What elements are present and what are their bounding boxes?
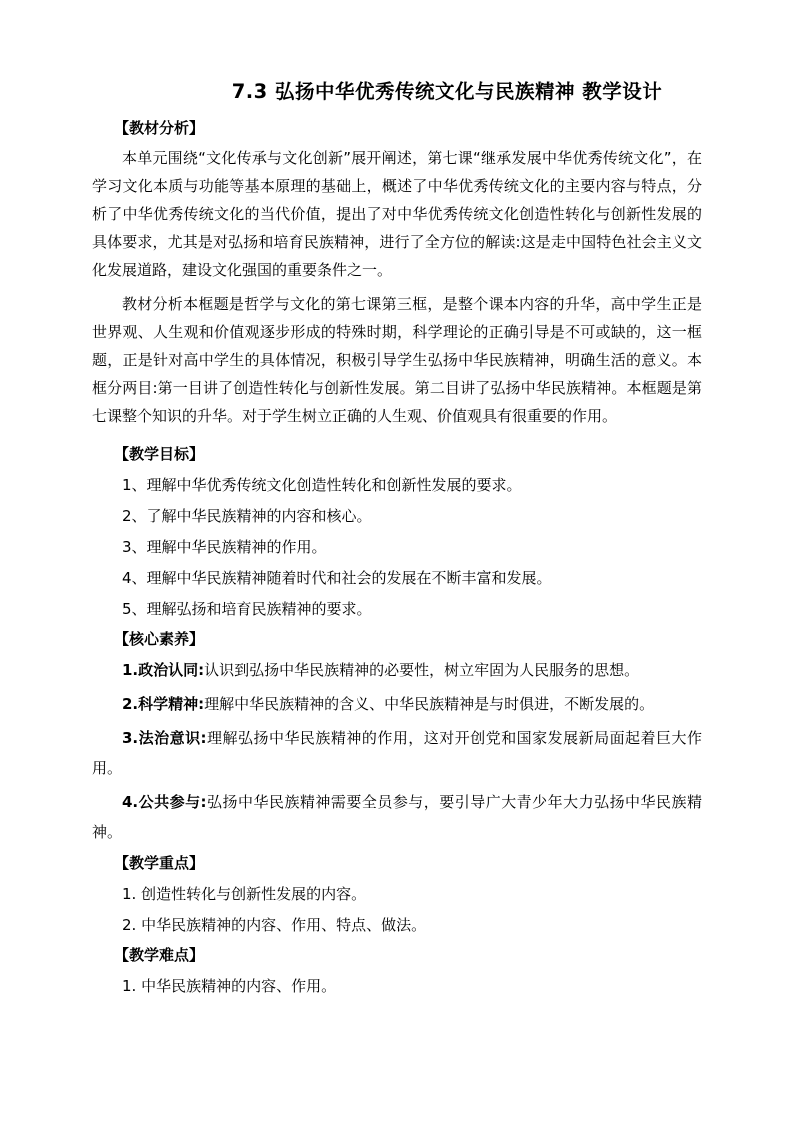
page-title: 7.3 弘扬中华优秀传统文化与民族精神 教学设计 [231,80,663,103]
difficulties-list [92,971,702,1002]
list-item: 4、理解中华民族精神随着时代和社会的发展在不断丰富和发展。 [122,569,552,587]
literacy-item [92,655,702,685]
literacy-label: 1.政治认同: [122,661,205,679]
list-item: 2、了解中华民族精神的内容和核心。 [122,507,372,525]
literacy-label: 4.公共参与: [122,793,207,811]
literacy-label: 3.法治意识: [122,729,207,747]
section-heading-goals: 【教学目标】 [114,445,205,463]
literacy-text: 理解弘扬中华民族精神的作用，这对开创党和国家发展新局面起着巨大作用。 [92,729,702,777]
key-points-list [92,879,702,941]
literacy-item [92,689,702,719]
analysis-paragraph-2: 教材分析本框题是哲学与文化的第七课第三框，是整个课本内容的升华，高中学生正是世界观、人生观和价值观逐步形成的特殊时期，科学理论的正确引导是不可或缺的，这一框题，正是针对高中学生的具体情况，积极引导学生弘扬中华民族精神，明确生活的意义。本框分两目:第一目讲了创造性转化与创新性发展。第二目讲了弘扬中华民族精神。本框题是第七课整个知识的升华。对于学生树立正确的人生观、价值观具有很重要的作用。 [92,295,702,425]
literacy-text: 弘扬中华民族精神需要全员参与，要引导广大青少年大力弘扬中华民族精神。 [92,793,702,841]
list-item: 1. 创造性转化与创新性发展的内容。 [122,885,367,903]
list-item: 2. 中华民族精神的内容、作用、特点、做法。 [122,916,427,934]
goals-list [92,470,702,625]
analysis-paragraph-1: 本单元围绕“文化传承与文化创新”展开阐述，第七课“继承发展中华优秀传统文化”，在学习文化本质与功能等基本原理的基础上，概述了中华优秀传统文化的主要内容与特点，分析了中华优秀传统文化的当代价值，提出了对中华优秀传统文化创造性转化与创新性发展的具体要求，尤其是对弘扬和培育民族精神，进行了全方位的解读:这是走中国特色社会主义文化发展道路，建设文化强国的重要条件之一。 [92,149,702,279]
section-heading-key-points: 【教学重点】 [114,854,205,872]
section-heading-analysis: 【教材分析】 [114,119,205,137]
literacy-label: 2.科学精神: [122,695,205,713]
literacy-text: 理解中华民族精神的含义、中华民族精神是与时俱进，不断发展的。 [204,695,655,713]
literacy-item [92,787,702,847]
section-heading-literacy: 【核心素养】 [114,630,205,648]
literacy-item [92,723,702,783]
list-item: 3、理解中华民族精神的作用。 [122,538,327,556]
list-item: 5、理解弘扬和培育民族精神的要求。 [122,600,372,618]
literacy-text: 认识到弘扬中华民族精神的必要性，树立牢固为人民服务的思想。 [204,661,640,679]
section-heading-difficulties: 【教学难点】 [114,946,205,964]
list-item: 1、理解中华优秀传统文化创造性转化和创新性发展的要求。 [122,476,522,494]
list-item: 1. 中华民族精神的内容、作用。 [122,977,337,995]
